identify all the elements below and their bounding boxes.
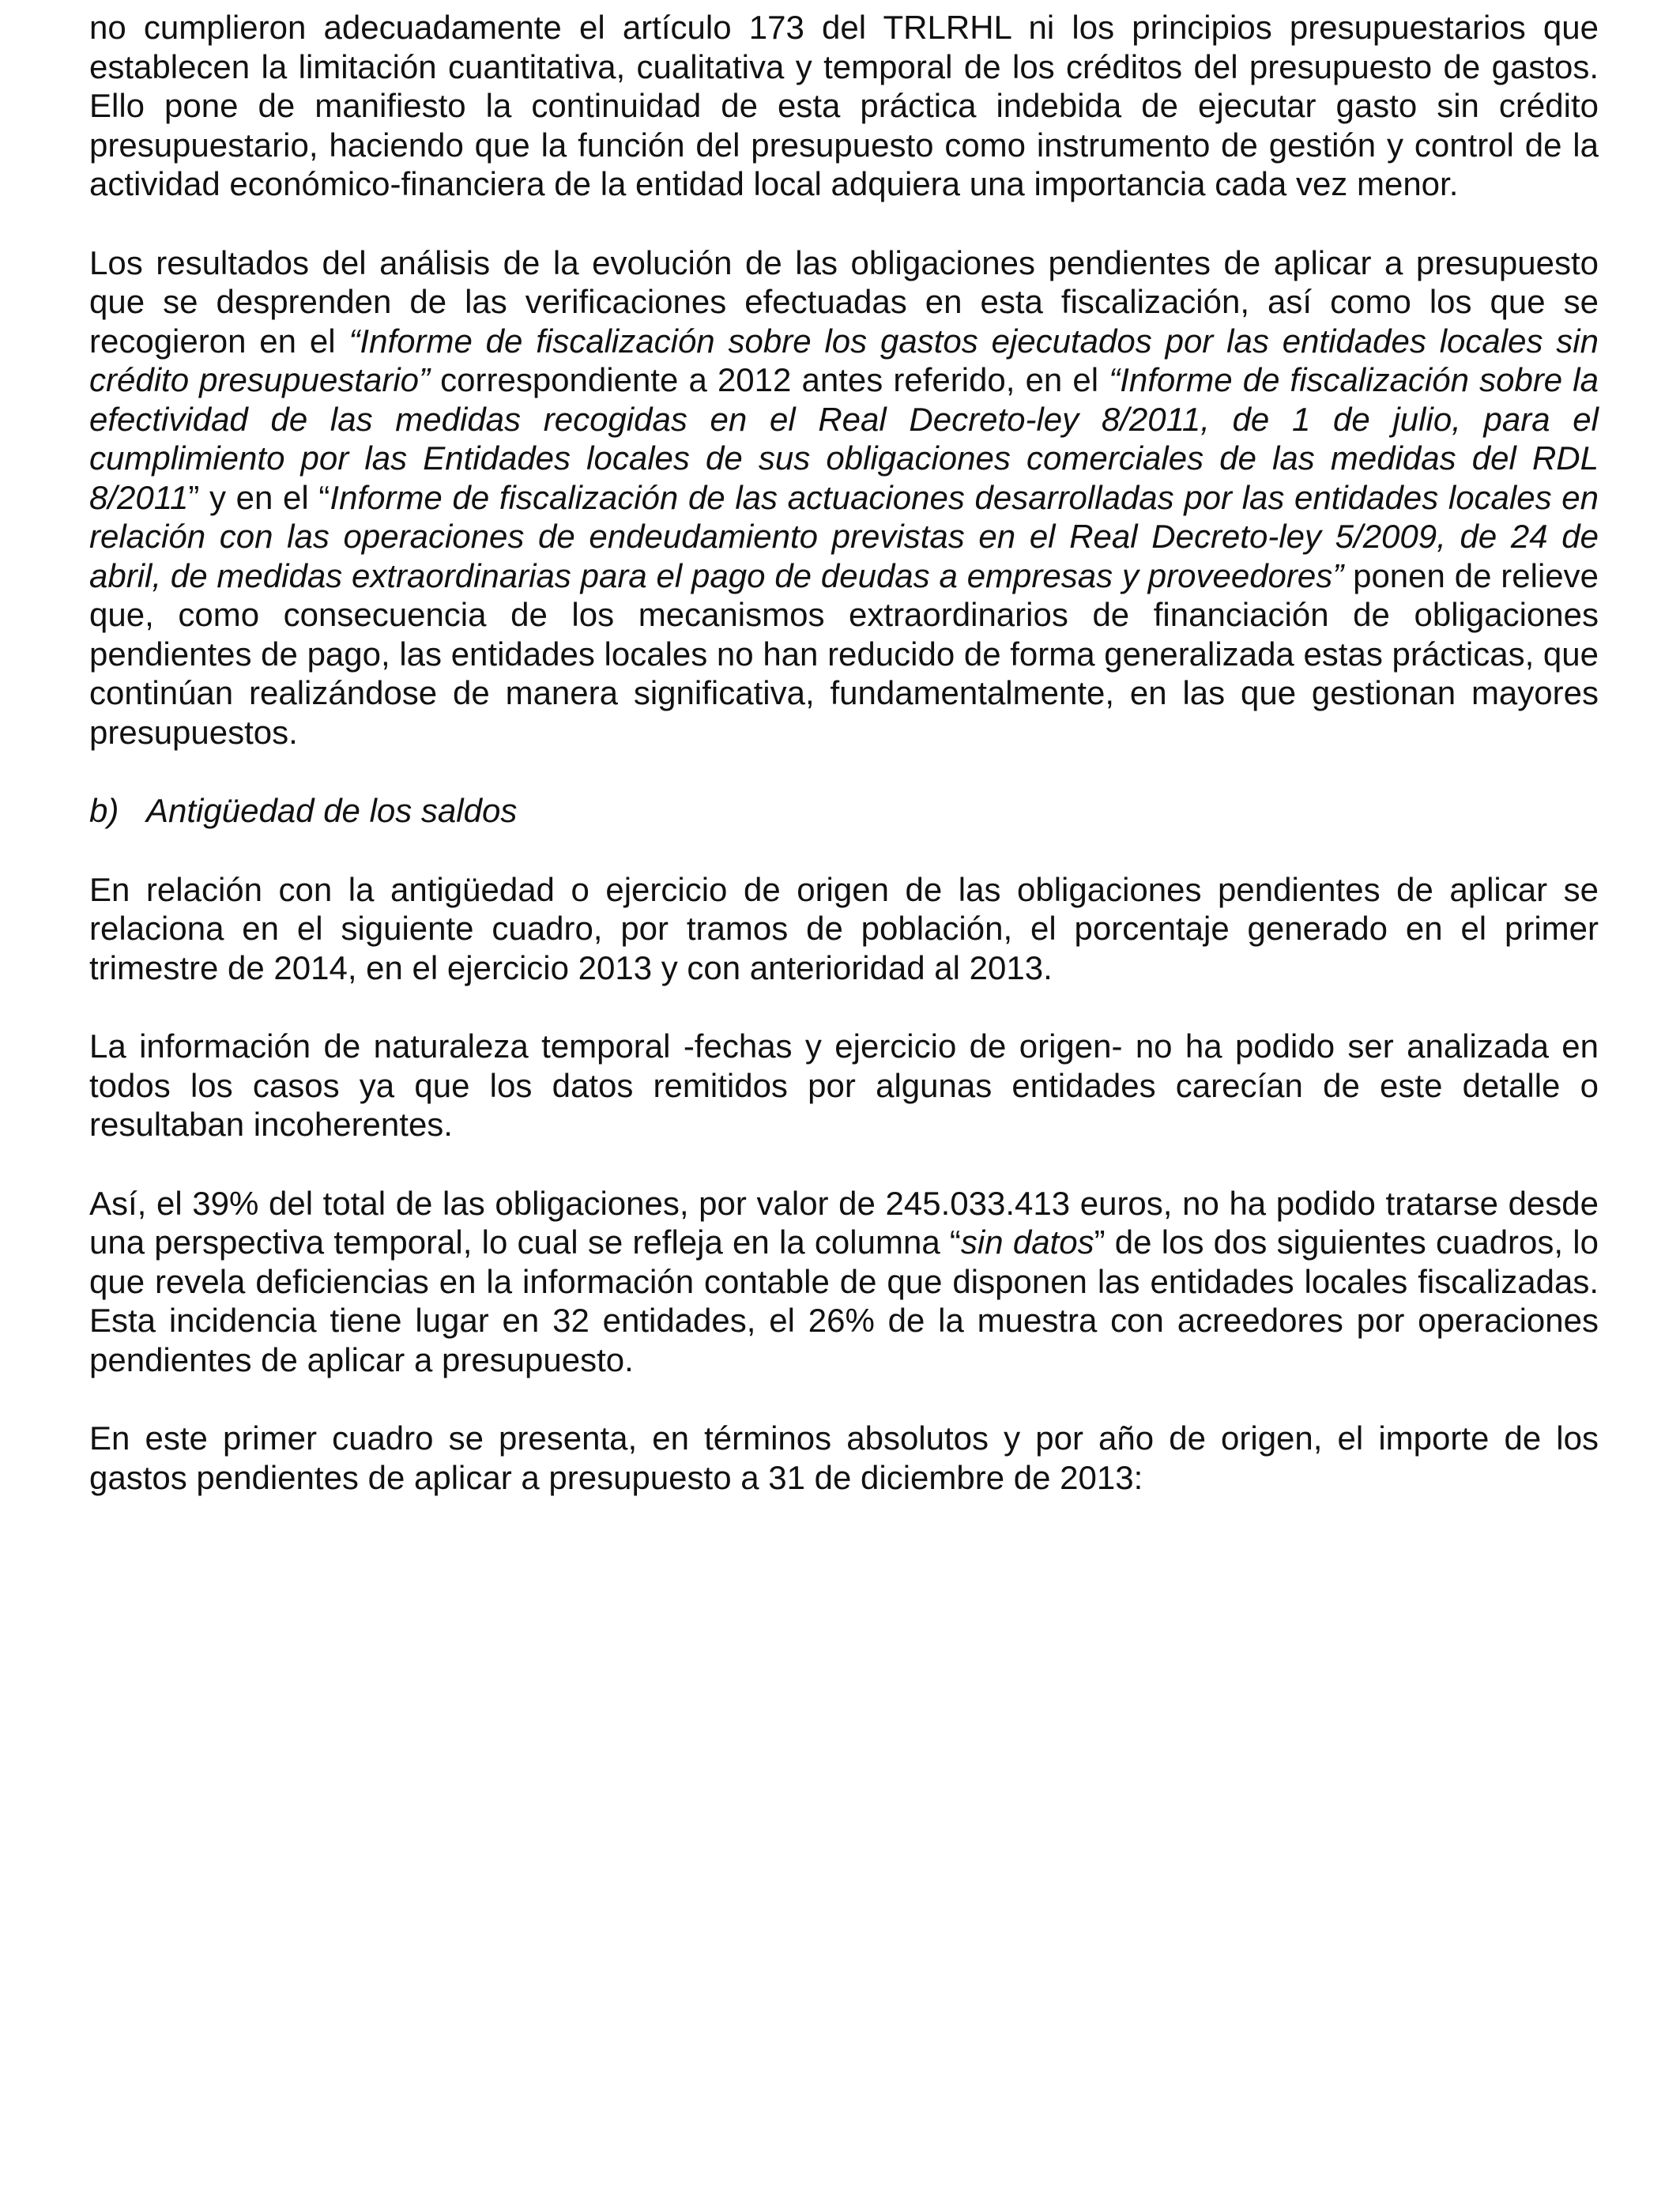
paragraph-missing-data	[89, 1184, 1599, 1380]
document-page	[89, 8, 1599, 1536]
paragraph-continuation: no cumplieron adecuadamente el artículo 173 del TRLRHL ni los principios presupuestarios que establecen la limitación cuantitativa, cualitativa y temporal de los créditos del presupuesto de gastos. Ello pone de manifiesto la continuidad de esta práctica indebida de ejecutar gasto sin crédito presupuestario, haciendo que la función del presupuesto como instrumento de gestión y control de la actividad económico-financiera de la entidad local adquiera una importancia cada vez menor.	[89, 9, 1599, 202]
paragraph-results-analysis	[89, 243, 1599, 752]
p2-report-title-3: Informe de fiscalización de las actuaciones desarrolladas por las entidades locales en relación con las operaciones de endeudamiento previstas en el Real Decreto-ley 5/2009, de 24 de abril, de medidas extraordinarias para el pago de deudas a empresas y proveedores”	[89, 478, 1599, 594]
p5-text-2: ” de los dos siguientes cuadros, lo que revela deficiencias en la información contable de que disponen las entidades locales fiscalizadas. Esta incidencia tiene lugar en 32 entidades, el 26% de la muestra con acreedores por operaciones pendientes de aplicar a presupuesto.	[89, 1223, 1599, 1378]
section-heading-letter: b)	[89, 792, 119, 829]
p2-text-4: ponen de relieve que, como consecuencia de los mecanismos extraordinarios de financiación de obligaciones pendientes de pago, las entidades locales no han reducido de forma generalizada estas prácticas, que continúan realizándose de manera significativa, fundamentalmente, en las que gestionan mayores presupuestos.	[89, 556, 1599, 751]
p5-sin-datos: sin datos	[960, 1223, 1094, 1261]
p5-text-1: Así, el 39% del total de las obligaciones, por valor de 245.033.413 euros, no ha podido tratarse desde una perspectiva temporal, lo cual se refleja en la columna “	[89, 1184, 1599, 1261]
section-heading	[89, 791, 1599, 831]
p2-text-3: ” y en el “	[188, 478, 330, 516]
p2-text-2: correspondiente a 2012 antes referido, en el	[430, 361, 1109, 398]
paragraph-first-table-intro: En este primer cuadro se presenta, en términos absolutos y por año de origen, el importe de los gastos pendientes de aplicar a presupuesto a 31 de diciembre de 2013:	[89, 1419, 1599, 1496]
p2-report-title-1: “Informe de fiscalización sobre los gastos ejecutados por las entidades locales sin crédito presupuestario”	[89, 322, 1599, 398]
paragraph-temporal-info: La información de naturaleza temporal -fechas y ejercicio de origen- no ha podido ser analizada en todos los casos ya que los datos remitidos por algunas entidades carecían de este detalle o resultaban incoherentes.	[89, 1027, 1599, 1143]
p2-report-title-2: “Informe de fiscalización sobre la efectividad de las medidas recogidas en el Real Decreto-ley 8/2011, de 1 de julio, para el cumplimiento por las Entidades locales de sus obligaciones comerciales de las medidas del RDL 8/2011	[89, 361, 1599, 516]
section-heading-text: Antigüedad de los saldos	[146, 792, 518, 829]
p2-text-1: Los resultados del análisis de la evolución de las obligaciones pendientes de aplicar a presupuesto que se desprenden de las verificaciones efectuadas en esta fiscalización, así como los que se recogieron en el	[89, 243, 1599, 360]
paragraph-antiquity: En relación con la antigüedad o ejercicio de origen de las obligaciones pendientes de aplicar se relaciona en el siguiente cuadro, por tramos de población, el porcentaje generado en el primer trimestre de 2014, en el ejercicio 2013 y con anterioridad al 2013.	[89, 870, 1599, 986]
